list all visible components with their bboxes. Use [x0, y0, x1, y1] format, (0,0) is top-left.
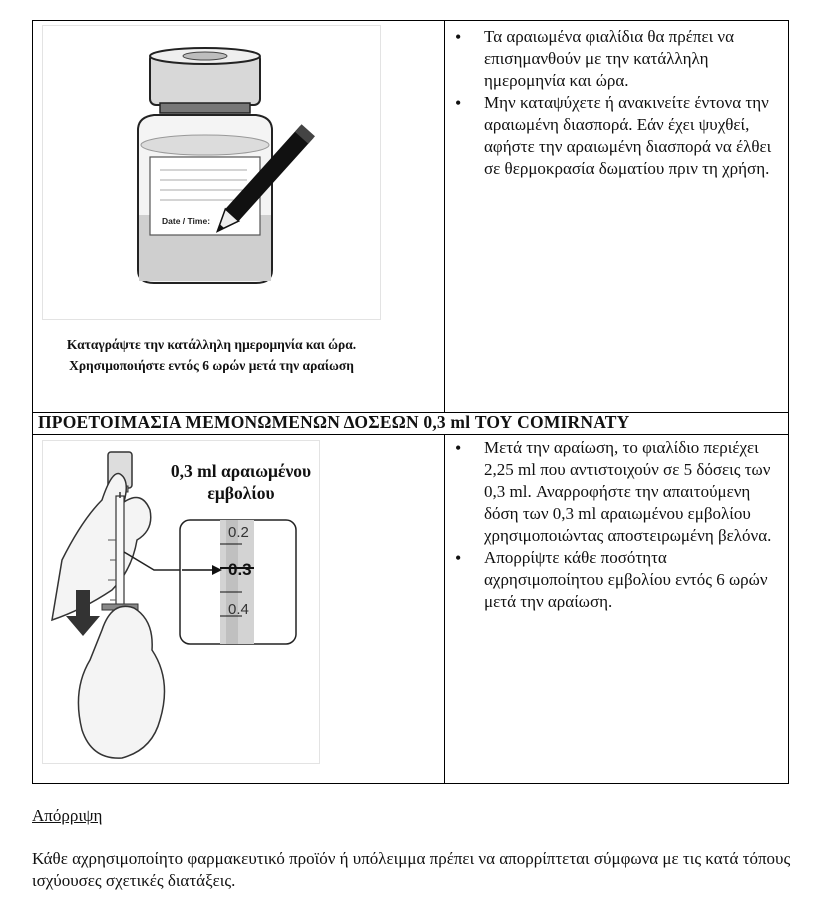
bottom-instruction-list	[455, 437, 780, 613]
list-item: • Μην καταψύχετε ή ανακινείτε έντονα την αραιωμένη διασπορά. Εάν έχει ψυχθεί, αφήστε την αραιωμένη διασπορά να έλθει σε θερμοκρασία δωματίου πριν τη χρήση.	[455, 92, 780, 180]
dose-label	[148, 460, 334, 504]
vial-with-pen-illustration	[42, 25, 381, 320]
top-instruction-list	[455, 26, 780, 180]
disposal-title: Απόρριψη	[32, 806, 103, 825]
dose-label-line-2: εμβολίου	[207, 483, 275, 503]
vial-caption	[42, 334, 381, 376]
dose-label-line-1: 0,3 ml αραιωμένου	[170, 461, 312, 481]
list-item: • Τα αραιωμένα φιαλίδια θα πρέπει να επισημανθούν με την κατάλληλη ημερομηνία και ώρα.	[455, 26, 780, 92]
list-item: • Μετά την αραίωση, το φιαλίδιο περιέχει 2,25 ml που αντιστοιχούν σε 5 δόσεις των 0,3 ml. Αναρροφήστε την απαιτούμενη δόση των 0,3 ml αραιωμένου εμβολίου χρησιμοποιώντας αποστειρωμένη βελόνα.	[455, 437, 780, 547]
column-divider-top	[444, 20, 445, 412]
vial-label-date-time: Date / Time:	[162, 216, 211, 226]
column-divider-bottom	[444, 434, 445, 784]
row-divider-heading	[32, 434, 789, 435]
scale-mark-0-4: 0.4	[228, 601, 249, 618]
disposal-text: Κάθε αχρησιμοποίητο φαρμακευτικό προϊόν ή υπόλειμμα πρέπει να απορρίπτεται σύμφωνα με τις κατά τόπους ισχύουσες σχετικές διατάξεις.	[32, 849, 791, 890]
scale-mark-0-3: 0.3	[228, 560, 252, 579]
scale-mark-0-2: 0.2	[228, 524, 249, 541]
list-item: • Απορρίψτε κάθε ποσότητα αχρησιμοποίητου εμβολίου εντός 6 ωρών μετά την αραίωση.	[455, 547, 780, 613]
vial-caption-line-1: Καταγράψτε την κατάλληλη ημερομηνία και ώρα.	[66, 337, 357, 352]
section-heading: ΠΡΟΕΤΟΙΜΑΣΙΑ ΜΕΜΟΝΩΜΕΝΩΝ ΔΟΣΕΩΝ 0,3 ml ΤΟΥ COMIRNATY	[38, 412, 630, 432]
vial-caption-line-2: Χρησιμοποιήστε εντός 6 ωρών μετά την αραίωση	[69, 358, 354, 373]
